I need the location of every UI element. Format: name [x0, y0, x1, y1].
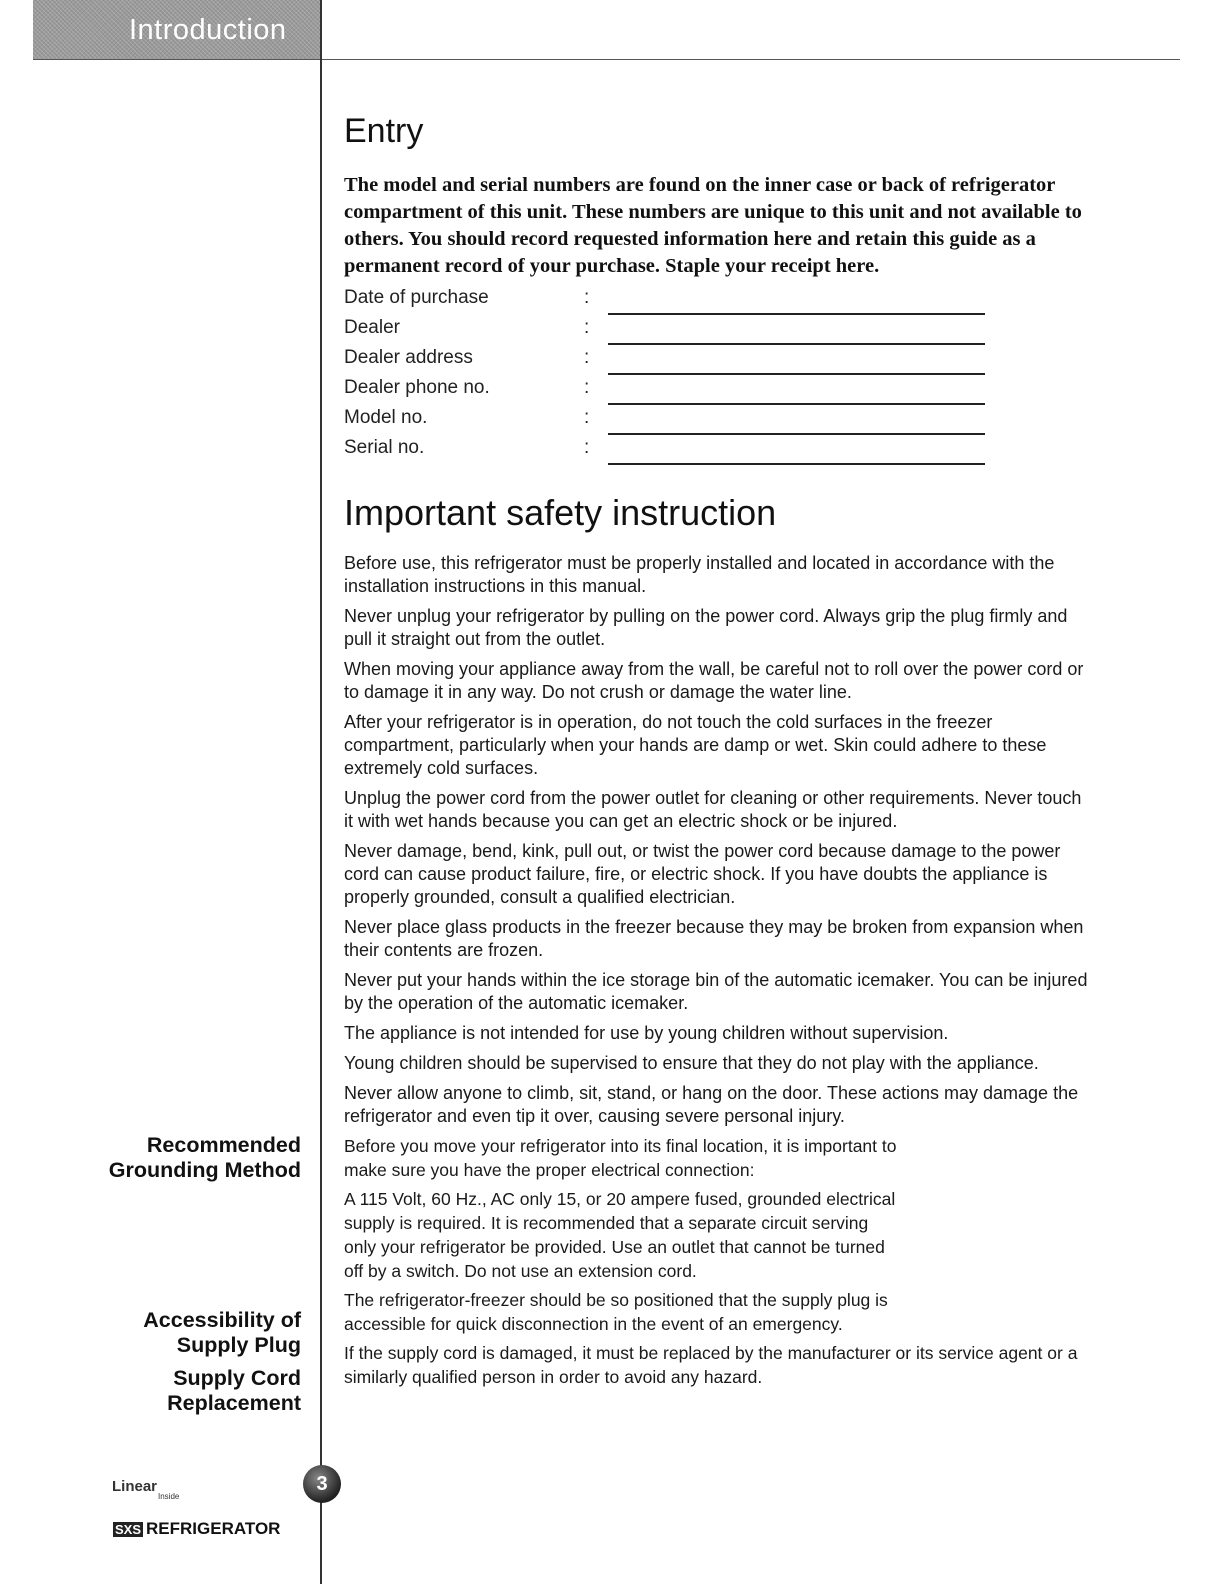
section-tab: [33, 0, 320, 60]
accessibility-paragraph: The refrigerator-freezer should be so positioned that the supply plug is accessible for quick disconnection in the event of an emergency.: [344, 1290, 888, 1334]
form-row: [344, 287, 1004, 317]
sxs-badge: SXS: [115, 1522, 142, 1537]
safety-title: Important safety instruction: [344, 492, 777, 533]
margin-rule: [320, 0, 322, 1584]
form-row: [344, 407, 1004, 437]
safety-paragraph: Unplug the power cord from the power outlet for cleaning or other requirements. Never touch it with wet hands because you can get an electric shock or be injured.: [344, 788, 1082, 831]
field-label: Dealer address: [344, 347, 473, 368]
logo-linear-text: Linear: [112, 1478, 158, 1495]
field-label: Model no.: [344, 407, 428, 428]
header-rule: [33, 59, 1180, 60]
accessibility-heading: Accessibility of Supply Plug: [143, 1308, 301, 1357]
grounding-heading: Recommended Grounding Method: [108, 1133, 301, 1182]
dealer-blank[interactable]: [608, 343, 985, 345]
entry-intro: The model and serial numbers are found on the inner case or back of refrigerator compartment of this unit. These numbers are unique to this unit and not available to others. You should record requested information here and retain this guide as a permanent record of your purchase. Staple your receipt here.: [344, 174, 1082, 277]
field-colon: :: [584, 317, 590, 338]
dealer-address-blank[interactable]: [608, 373, 985, 375]
field-label: Dealer: [344, 317, 400, 338]
safety-paragraph: Never place glass products in the freezer because they may be broken from expansion when their contents are frozen.: [344, 917, 1084, 960]
purchase-record-form: [344, 287, 1004, 467]
field-label: Serial no.: [344, 437, 425, 458]
safety-paragraph: When moving your appliance away from the wall, be careful not to roll over the power cord or to damage it in any way. Do not crush or damage the water line.: [344, 659, 1084, 702]
safety-instructions: [344, 552, 1094, 1135]
cord-replacement-heading: Supply Cord Replacement: [167, 1366, 301, 1415]
field-colon: :: [584, 377, 590, 398]
safety-paragraph: Never damage, bend, kink, pull out, or twist the power cord because damage to the power cord can cause product failure, fire, or electric shock. If you have doubts the appliance is properly grounded, consult a qualified electrician.: [344, 841, 1061, 907]
safety-paragraph: Never put your hands within the ice storage bin of the automatic icemaker. You can be injured by the operation of the automatic icemaker.: [344, 970, 1088, 1013]
page-number-badge: 3: [303, 1465, 341, 1503]
safety-paragraph: The appliance is not intended for use by young children without supervision.: [344, 1023, 949, 1043]
field-label: Dealer phone no.: [344, 377, 490, 398]
grounding-paragraph: Before you move your refrigerator into its final location, it is important to make sure you have the proper electrical connection:: [344, 1136, 897, 1180]
date-of-purchase-blank[interactable]: [608, 313, 985, 315]
logo-inside-text: Inside: [158, 1492, 180, 1501]
form-row: [344, 437, 1004, 467]
grounding-paragraph: A 115 Volt, 60 Hz., AC only 15, or 20 ampere fused, grounded electrical supply is required. It is recommended that a separate circuit serving only your refrigerator be provided. Use an outlet that cannot be turned off by a switch. Do not use an extension cord.: [344, 1189, 896, 1281]
product-brand: [113, 1519, 280, 1539]
linear-inside-logo: [112, 1478, 179, 1501]
cord-replacement-paragraph: If the supply cord is damaged, it must be replaced by the manufacturer or its service agent or a similarly qualified person in order to avoid any hazard.: [344, 1343, 1078, 1387]
form-row: [344, 347, 1004, 377]
serial-no-blank[interactable]: [608, 463, 985, 465]
safety-paragraph: Never allow anyone to climb, sit, stand, or hang on the door. These actions may damage the refrigerator and even tip it over, causing severe personal injury.: [344, 1083, 1079, 1126]
entry-title: Entry: [344, 112, 424, 150]
safety-paragraph: Before use, this refrigerator must be properly installed and located in accordance with the installation instructions in this manual.: [344, 553, 1055, 596]
field-colon: :: [584, 347, 590, 368]
grounding-body: [344, 1134, 1084, 1394]
field-label: Date of purchase: [344, 287, 489, 308]
brand-label: REFRIGERATOR: [146, 1519, 281, 1538]
field-colon: :: [584, 437, 590, 458]
safety-paragraph: Never unplug your refrigerator by pulling on the power cord. Always grip the plug firmly and pull it straight out from the outlet.: [344, 606, 1068, 649]
model-no-blank[interactable]: [608, 433, 985, 435]
form-row: [344, 377, 1004, 407]
section-tab-label: Introduction: [129, 14, 287, 46]
form-row: [344, 317, 1004, 347]
dealer-phone-blank[interactable]: [608, 403, 985, 405]
field-colon: :: [584, 407, 590, 428]
safety-paragraph: Young children should be supervised to ensure that they do not play with the appliance.: [344, 1053, 1039, 1073]
field-colon: :: [584, 287, 590, 308]
safety-paragraph: After your refrigerator is in operation, do not touch the cold surfaces in the freezer compartment, particularly when your hands are damp or wet. Skin could adhere to these extremely cold surfaces.: [344, 712, 1047, 778]
